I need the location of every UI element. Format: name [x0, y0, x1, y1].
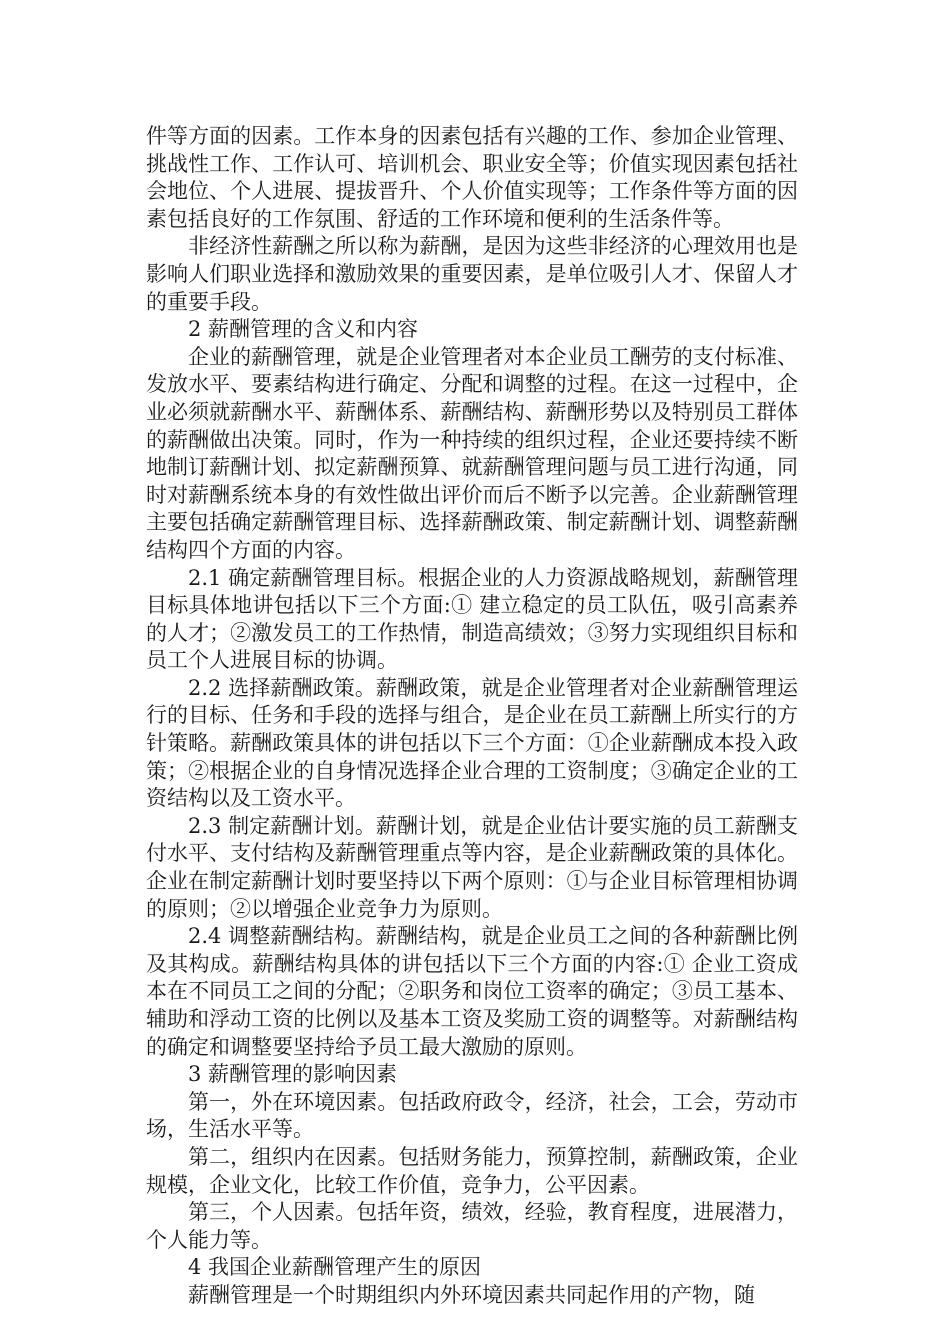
paragraph-non-economic-pay: 非经济性薪酬之所以称为薪酬，是因为这些非经济的心理效用也是影响人们职业选择和激励效果的重要因素，是单位吸引人才、保留人才的重要手段。: [146, 234, 798, 314]
paragraph-personal-factors: 第三，个人因素。包括年资，绩效，经验，教育程度，进展潜力，个人能力等。: [146, 1200, 798, 1252]
paragraph-2-2: 2.2 选择薪酬政策。薪酬政策，就是企业管理者对企业薪酬管理运行的目标、任务和手段的选择与组合，是企业在员工薪酬上所实行的方针策略。薪酬政策具体的讲包括以下三个方面：①企业薪酬成本投入政策；②根据企业的自身情况选择企业合理的工资制度；③确定企业的工资结构以及工资水平。: [146, 675, 798, 811]
paragraph-continuation: 件等方面的因素。工作本身的因素包括有兴趣的工作、参加企业管理、挑战性工作、工作认可、培训机会、职业安全等；价值实现因素包括社会地位、个人进展、提拔晋升、个人价值实现等；工作条件等方面的因素包括良好的工作氛围、舒适的工作环境和便利的生活条件等。: [146, 124, 798, 231]
section-heading-2: 2 薪酬管理的含义和内容: [188, 317, 419, 342]
document-body: [146, 123, 798, 1310]
paragraph-2-4: 2.4 调整薪酬结构。薪酬结构，就是企业员工之间的各种薪酬比例及其构成。薪酬结构具体的讲包括以下三个方面的内容:① 企业工资成本在不同员工之间的分配；②职务和岗位工资率的确定；③员工基本、辅助和浮动工资的比例以及基本工资及奖励工资的调整等。对薪酬结构的确定和调整要坚持给予员工最大激励的原则。: [146, 924, 798, 1059]
paragraph-pay-management-definition: 企业的薪酬管理，就是企业管理者对本企业员工酬劳的支付标准、发放水平、要素结构进行确定、分配和调整的过程。在这一过程中，企业必须就薪酬水平、薪酬体系、薪酬结构、薪酬形势以及特别员工群体的薪酬做出决策。同时，作为一种持续的组织过程，企业还要持续不断地制订薪酬计划、拟定薪酬预算、就薪酬管理问题与员工进行沟通，同时对薪酬系统本身的有效性做出评价而后不断予以完善。企业薪酬管理主要包括确定薪酬管理目标、选择薪酬政策、制定薪酬计划、调整薪酬结构四个方面的内容。: [146, 344, 798, 562]
section-heading-3: 3 薪酬管理的影响因素: [188, 1062, 398, 1087]
paragraph-2-3: 2.3 制定薪酬计划。薪酬计划，就是企业估计要实施的员工薪酬支付水平、支付结构及薪酬管理重点等内容，是企业薪酬政策的具体化。企业在制定薪酬计划时要坚持以下两个原则：①与企业目标管理相协调的原则；②以增强企业竞争力为原则。: [146, 813, 798, 921]
paragraph-causes-start: 薪酬管理是一个时期组织内外环境因素共同起作用的产物，随: [188, 1282, 755, 1307]
paragraph-internal-factors: 第二，组织内在因素。包括财务能力，预算控制，薪酬政策，企业规模，企业文化，比较工作价值，竞争力，公平因素。: [146, 1144, 798, 1197]
paragraph-external-factors: 第一，外在环境因素。包括政府政令，经济，社会，工会，劳动市场，生活水平等。: [146, 1089, 798, 1142]
section-heading-4: 4 我国企业薪酬管理产生的原因: [188, 1255, 482, 1280]
paragraph-2-1: 2.1 确定薪酬管理目标。根据企业的人力资源战略规划，薪酬管理目标具体地讲包括以下三个方面:① 建立稳定的员工队伍，吸引高素养的人才；②激发员工的工作热情，制造高绩效；③努力实现组织目标和员工个人进展目标的协调。: [146, 565, 798, 673]
